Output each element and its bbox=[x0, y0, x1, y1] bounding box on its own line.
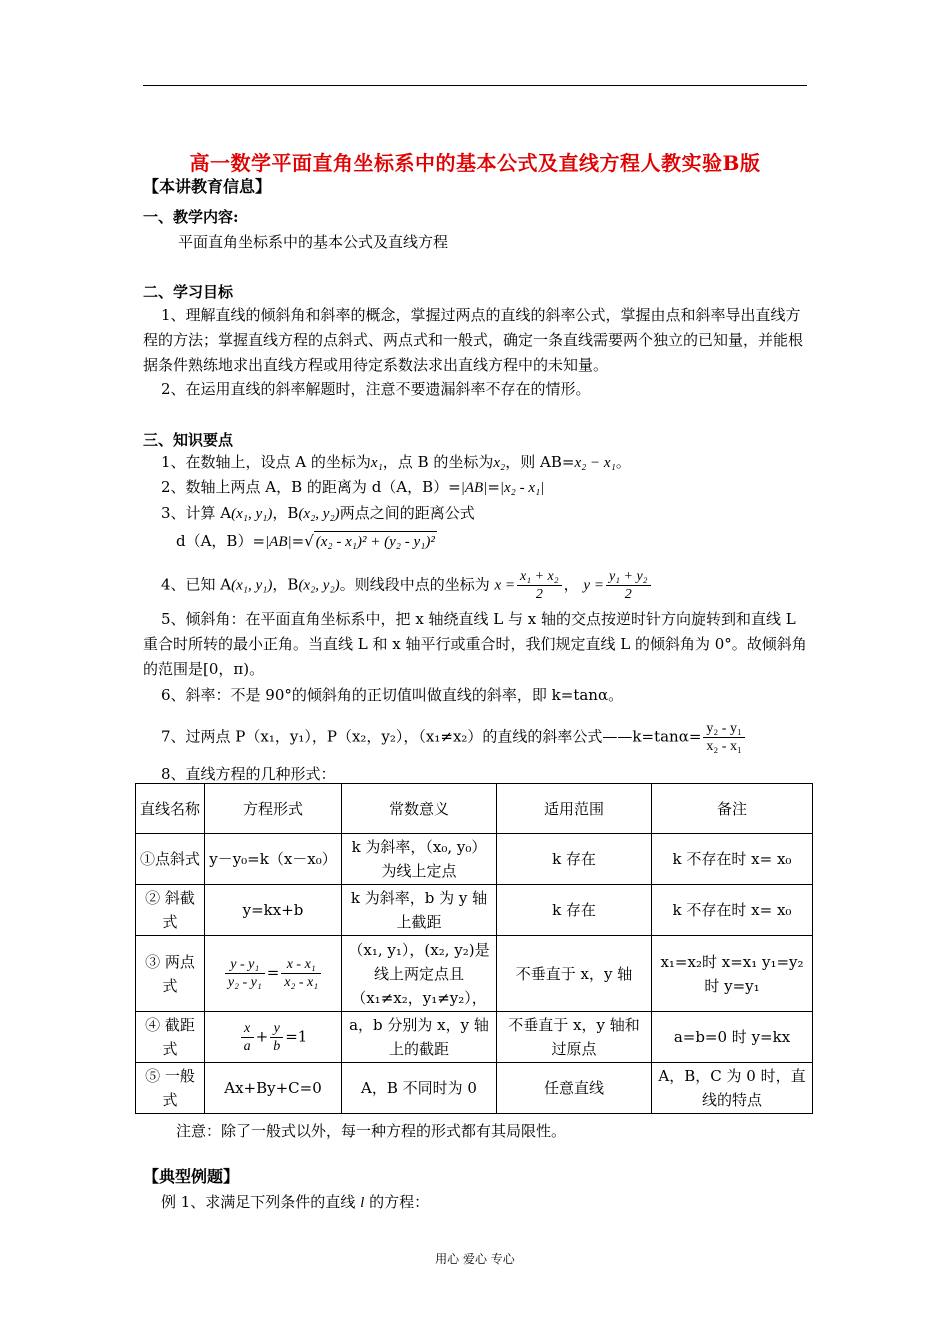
table-header: 适用范围 bbox=[497, 784, 652, 834]
objective-1: 1、理解直线的倾斜角和斜率的概念，掌握过两点的直线的斜率公式，掌握由点和斜率导出直线方程的方法；掌握直线方程的点斜式、两点式和一般式，确定一条直线需要两个独立的已知量，并能根据条件熟练地求出直线方程或用待定系数法求出直线方程中的未知量。 bbox=[143, 306, 804, 374]
example-1: 例 1、求满足下列条件的直线 l 的方程： bbox=[161, 1193, 430, 1211]
cell-meaning: k 为斜率，b 为 y 轴上截距 bbox=[342, 885, 497, 936]
cell-meaning: A，B 不同时为 0 bbox=[342, 1063, 497, 1114]
page-title: 高一数学平面直角坐标系中的基本公式及直线方程人教实验B版 bbox=[189, 151, 761, 175]
line-forms-table bbox=[135, 783, 813, 1114]
cell-note: a=b=0 时 y=kx bbox=[652, 1012, 813, 1063]
formula-abs-ab: |AB| bbox=[460, 480, 488, 496]
knowledge-8: 8、直线方程的几种形式： bbox=[161, 765, 336, 783]
section-3-heading: 三、知识要点 bbox=[143, 431, 234, 449]
table-row bbox=[136, 834, 813, 885]
cell-scope: k 存在 bbox=[497, 885, 652, 936]
objective-2: 2、在运用直线的斜率解题时，注意不要遗漏斜率不存在的情形。 bbox=[161, 380, 591, 398]
knowledge-5: 5、倾斜角：在平面直角坐标系中，把 x 轴绕直线 L 与 x 轴的交点按逆时针方向旋转到和直线 L 重合时所转的最小正角。当直线 L 和 x 轴平行或重合时，我们规定直线 L 的倾斜角为 0°。故倾斜角的范围是[0，π)。 bbox=[143, 610, 807, 678]
var-l: l bbox=[360, 1195, 365, 1211]
info-heading: 【本讲教育信息】 bbox=[143, 177, 272, 196]
table-row bbox=[136, 936, 813, 1012]
examples-heading: 【典型例题】 bbox=[143, 1167, 240, 1186]
cell-note: A，B，C 为 0 时，直线的特点 bbox=[652, 1063, 813, 1114]
var-x2: x₂ bbox=[493, 455, 506, 471]
formula-ab: x₂ − x₁ bbox=[574, 455, 616, 471]
table-note: 注意：除了一般式以外，每一种方程的形式都有其局限性。 bbox=[176, 1122, 567, 1140]
cell-meaning: k 为斜率，（x₀, y₀）为线上定点 bbox=[342, 834, 497, 885]
cell-note: k 不存在时 x= x₀ bbox=[652, 885, 813, 936]
slope-fraction: $\frac{\text{y₂ - y₁}}{\text{x₂ - x₁}}$ bbox=[703, 720, 744, 755]
cell-scope: 不垂直于 x，y 轴和过原点 bbox=[497, 1012, 652, 1063]
knowledge-4: 4、已知 A(x₁, y₁)，B(x₂, y₂)。则线段中点的坐标为 x = $\frac{\text{x₁ + x₂}}{2}$ ， y = $\frac{\text{y₁ + y₂}}{2}$ bbox=[161, 568, 653, 603]
table-header: 直线名称 bbox=[136, 784, 205, 834]
intercept-y-fraction: $\frac{y}{b}$ bbox=[270, 1020, 283, 1055]
cell-note: x₁=x₂时 x=x₁ y₁=y₂时 y=y₁ bbox=[652, 936, 813, 1012]
cell-form: y=kx+b bbox=[205, 885, 342, 936]
section-1-heading: 一、教学内容: bbox=[143, 208, 239, 226]
knowledge-1: 1、在数轴上，设点 A 的坐标为x₁，点 B 的坐标为x₂，则 AB=x₂ − x₁。 bbox=[161, 453, 631, 471]
table-header: 备注 bbox=[652, 784, 813, 834]
cell-meaning: （x₁, y₁），(x₂, y₂)是线上两定点且（x₁≠x₂，y₁≠y₂）， bbox=[342, 936, 497, 1012]
knowledge-7: 7、过两点 P（x₁，y₁），P（x₂，y₂），（x₁≠x₂）的直线的斜率公式——k=tanα= $\frac{\text{y₂ - y₁}}{\text{x₂ - x₁}}$ bbox=[161, 720, 747, 755]
cell-form: Ax+By+C=0 bbox=[205, 1063, 342, 1114]
page-footer: 用心 爱心 专心 bbox=[435, 1252, 515, 1266]
two-point-left-fraction: $\frac{\text{y - y₁}}{\text{y₂ - y₁}}$ bbox=[225, 956, 265, 991]
cell-form: $\frac{\text{y - y₁}}{\text{y₂ - y₁}}$ = $\frac{\text{x - x₁}}{\text{x₂ - x₁}}$ bbox=[205, 936, 342, 1012]
cell-scope: k 存在 bbox=[497, 834, 652, 885]
table-header-row bbox=[136, 784, 813, 834]
cell-name: ② 斜截式 bbox=[136, 885, 205, 936]
midpoint-y-label: y = bbox=[583, 577, 604, 594]
sqrt-sign: √ bbox=[304, 532, 314, 550]
section-1-text: 平面直角坐标系中的基本公式及直线方程 bbox=[178, 233, 449, 251]
knowledge-2: 2、数轴上两点 A，B 的距离为 d（A，B）=|AB|=|x₂ - x₁| bbox=[161, 478, 545, 496]
point-b: (x₂, y₂) bbox=[298, 506, 340, 522]
cell-meaning: a，b 分别为 x，y 轴上的截距 bbox=[342, 1012, 497, 1063]
table-row bbox=[136, 885, 813, 936]
var-x1: x₁ bbox=[370, 455, 383, 471]
knowledge-3: 3、计算 A(x₁, y₁)，B(x₂, y₂)两点之间的距离公式 bbox=[161, 504, 475, 522]
knowledge-6: 6、斜率：不是 90°的倾斜角的正切值叫做直线的斜率，即 k=tanα。 bbox=[161, 686, 624, 704]
cell-scope: 任意直线 bbox=[497, 1063, 652, 1114]
section-2-heading: 二、学习目标 bbox=[143, 283, 234, 301]
header-rule bbox=[143, 85, 807, 86]
intercept-x-fraction: $\frac{x}{a}$ bbox=[241, 1020, 254, 1055]
distance-formula: d（A，B）=|AB|=√ (x₂ - x₁)² + (y₂ - y₁)² bbox=[176, 532, 435, 550]
table-header: 方程形式 bbox=[205, 784, 342, 834]
table-row bbox=[136, 1063, 813, 1114]
midpoint-x-fraction: $\frac{\text{x₁ + x₂}}{2}$ bbox=[517, 568, 562, 603]
distance-radicand: (x₂ - x₁)² + (y₂ - y₁)² bbox=[314, 531, 437, 552]
cell-note: k 不存在时 x= x₀ bbox=[652, 834, 813, 885]
cell-form: $\frac{x}{a}$ + $\frac{y}{b}$ =1 bbox=[205, 1012, 342, 1063]
table-header: 常数意义 bbox=[342, 784, 497, 834]
table-row bbox=[136, 1012, 813, 1063]
cell-form: y－y₀=k（x－x₀） bbox=[205, 834, 342, 885]
midpoint-y-fraction: $\frac{\text{y₁ + y₂}}{2}$ bbox=[606, 568, 651, 603]
cell-name: ④ 截距式 bbox=[136, 1012, 205, 1063]
two-point-right-fraction: $\frac{\text{x - x₁}}{\text{x₂ - x₁}}$ bbox=[281, 956, 321, 991]
cell-name: ⑤ 一般式 bbox=[136, 1063, 205, 1114]
midpoint-x-label: x = bbox=[494, 577, 516, 594]
cell-name: ③ 两点式 bbox=[136, 936, 205, 1012]
formula-abs-x: |x₂ - x₁| bbox=[499, 480, 545, 496]
point-a: (x₁, y₁) bbox=[231, 506, 273, 522]
cell-scope: 不垂直于 x，y 轴 bbox=[497, 936, 652, 1012]
cell-name: ①点斜式 bbox=[136, 834, 205, 885]
